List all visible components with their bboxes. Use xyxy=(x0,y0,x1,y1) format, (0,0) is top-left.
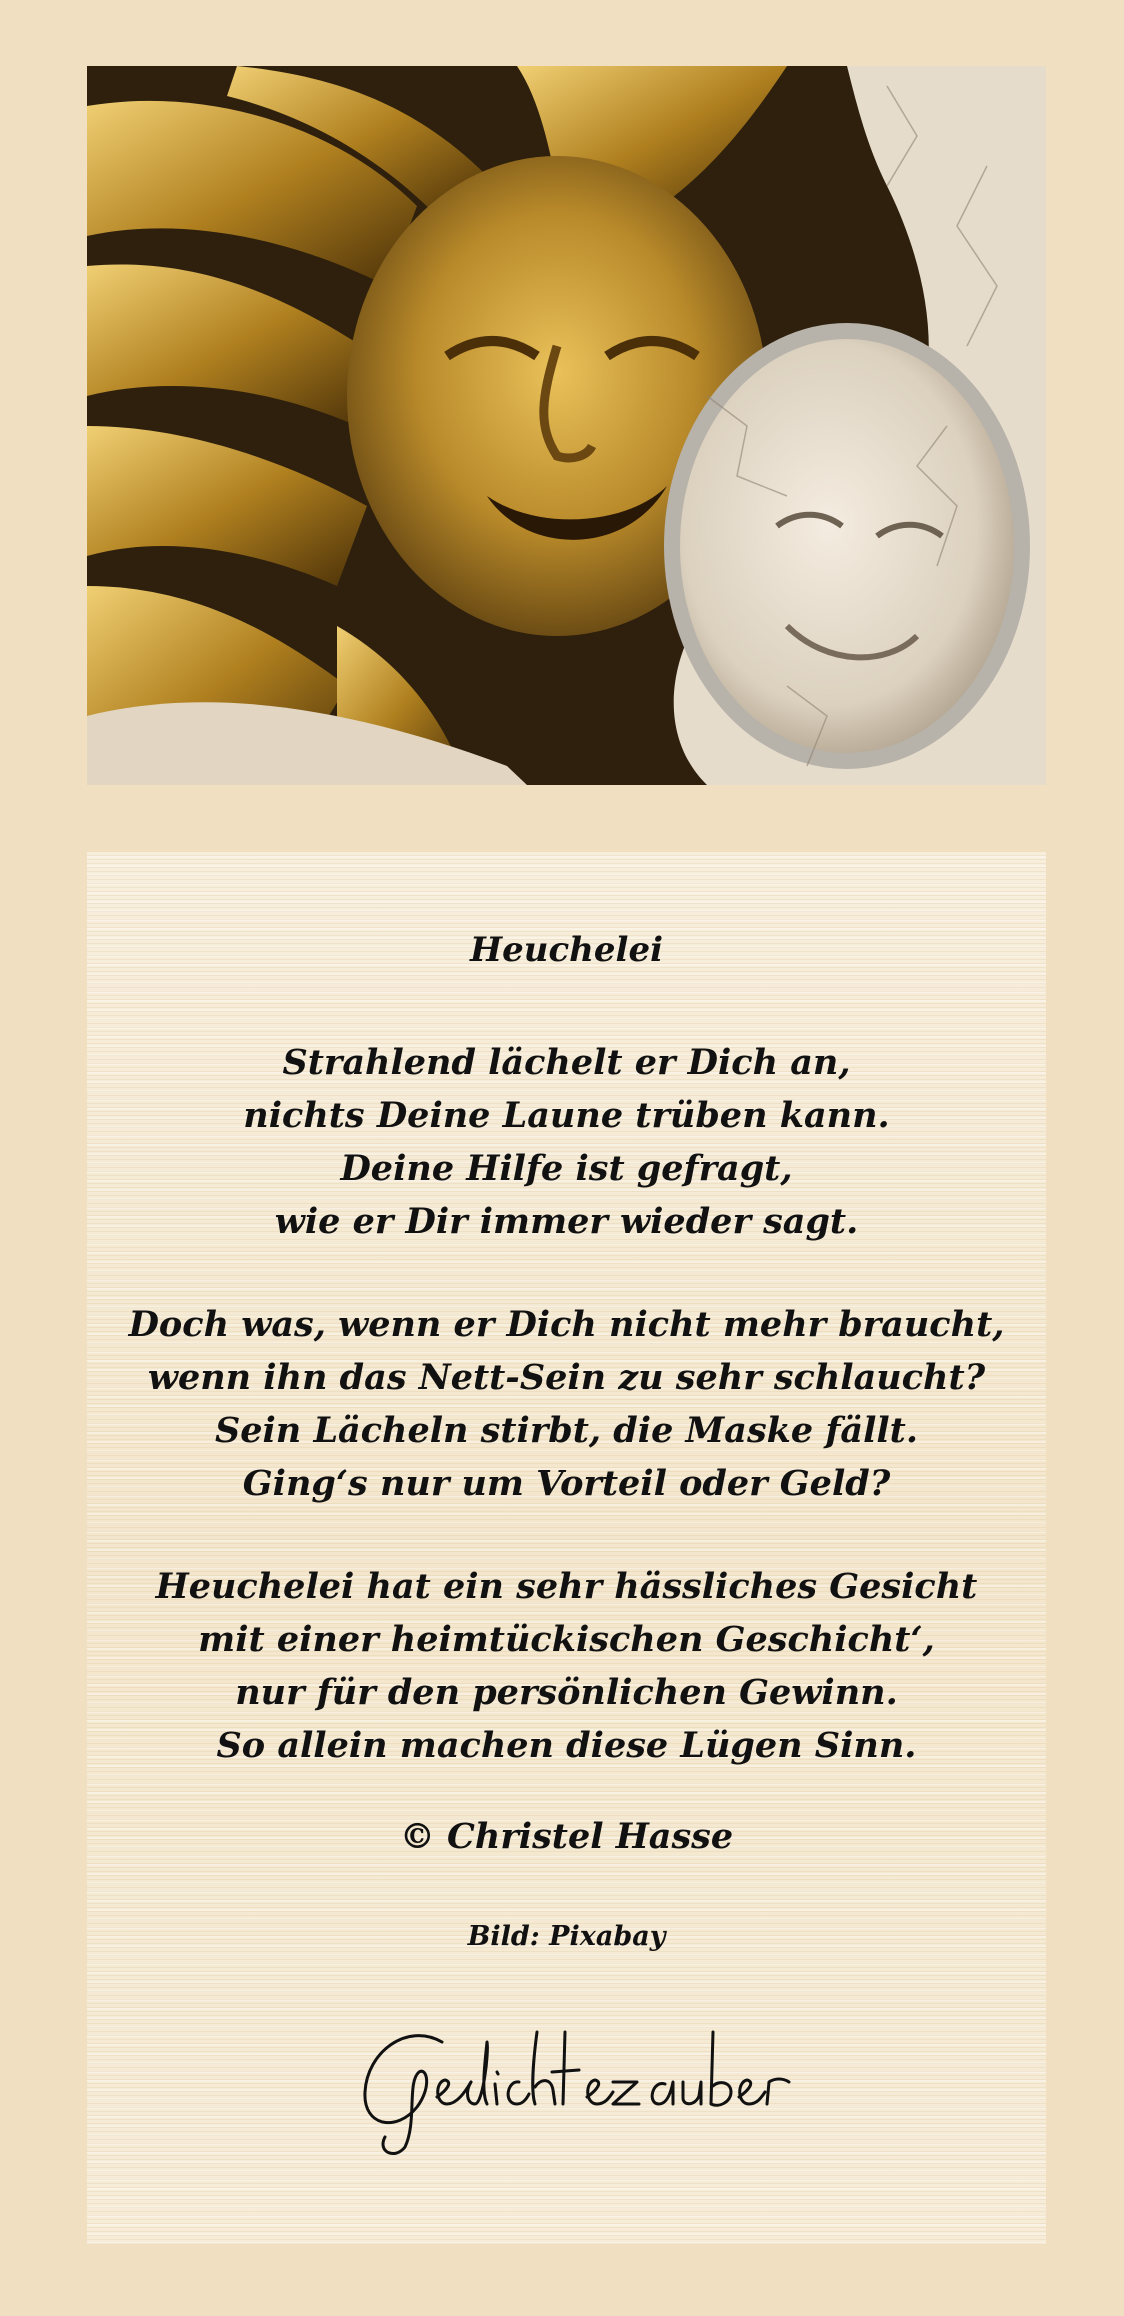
poem-title: Heuchelei xyxy=(470,930,663,970)
stanza-2 xyxy=(87,1298,1046,1510)
poem-line: So allein machen diese Lügen Sinn. xyxy=(216,1725,917,1766)
header-photo xyxy=(87,66,1046,785)
poem-line: Doch was, wenn er Dich nicht mehr braucht, xyxy=(128,1304,1005,1345)
poem-line: nur für den persönlichen Gewinn. xyxy=(235,1672,898,1713)
signature-script xyxy=(347,2012,807,2162)
poem-line: wenn ihn das Nett-Sein zu sehr schlaucht? xyxy=(147,1357,986,1398)
signature-logo xyxy=(347,2012,807,2162)
poem-line: Ging‘s nur um Vorteil oder Geld? xyxy=(242,1463,891,1504)
copyright-notice: © Christel Hasse xyxy=(399,1816,734,1857)
poem-line: nichts Deine Laune trüben kann. xyxy=(243,1095,890,1136)
poem-line: mit einer heimtückischen Geschicht‘, xyxy=(198,1619,935,1660)
poem-card xyxy=(87,852,1046,2244)
image-credit: Bild: Pixabay xyxy=(467,1921,666,1952)
poem-line: Strahlend lächelt er Dich an, xyxy=(282,1042,851,1083)
poem-line: Deine Hilfe ist gefragt, xyxy=(340,1148,793,1189)
stanza-1 xyxy=(87,1036,1046,1248)
poem-line: Heuchelei hat ein sehr hässliches Gesicht xyxy=(155,1566,978,1607)
poem-line: wie er Dir immer wieder sagt. xyxy=(274,1201,859,1242)
masks-illustration xyxy=(87,66,1046,785)
poem-line: Sein Lächeln stirbt, die Maske fällt. xyxy=(214,1410,919,1451)
stanza-3 xyxy=(87,1560,1046,1772)
